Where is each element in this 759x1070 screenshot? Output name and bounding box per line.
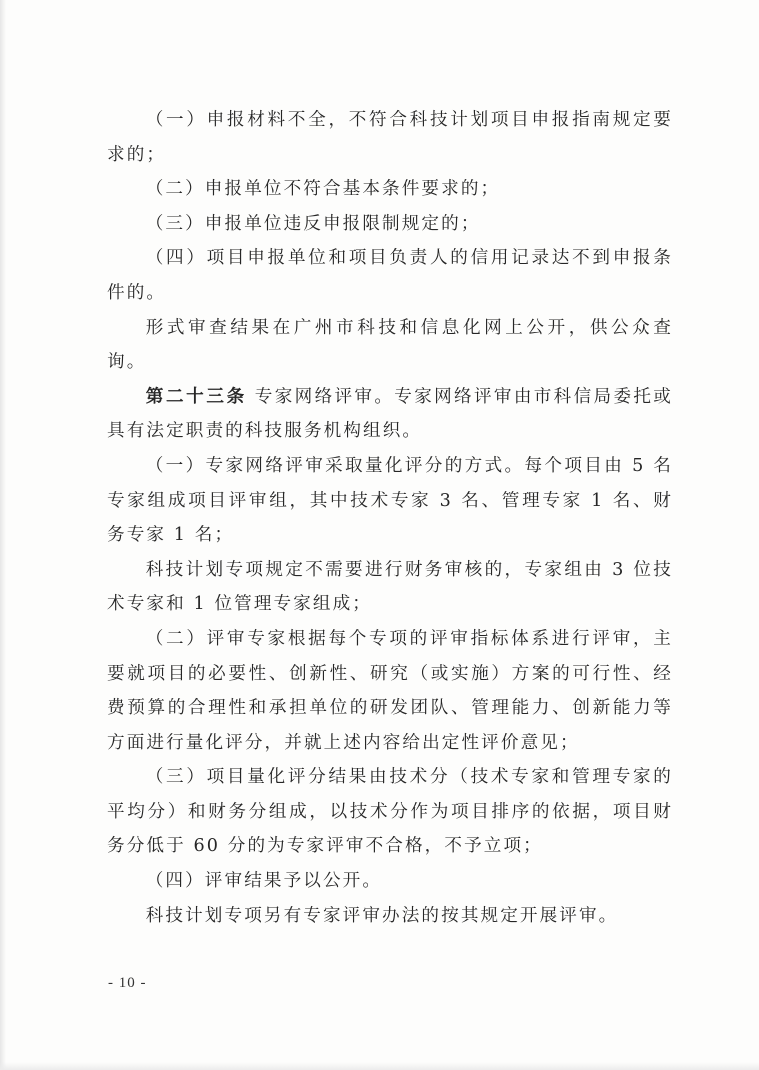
scan-shadow-bottom: [0, 1062, 759, 1070]
article-23-item-4: （四）评审结果予以公开。: [145, 871, 383, 892]
paragraph-item-1: （一）申报材料不全，不符合科技计划项目申报指南规定要求的；: [107, 110, 673, 165]
paragraph-item-3: （三）申报单位违反申报限制规定的；: [145, 213, 481, 234]
paragraph-review-result: 形式审查结果在广州市科技和信息化网上公开，供公众查询。: [107, 317, 673, 373]
article-23-item-2: （二）评审专家根据每个专项的评审指标体系进行评审，主要就项目的必要性、创新性、研究（或实施）方案的可行性、经费预算的合理性和承担单位的研发团队、管理能力、创新能力等方面进行量化评分，并就上述内容给出定性评价意见；: [107, 628, 673, 753]
body-text: [107, 103, 673, 933]
article-23-item-3: （三）项目量化评分结果由技术分（技术专家和管理专家的平均分）和财务分组成，以技术分作为项目排序的依据，项目财务分低于 60 分的为专家评审不合格，不予立项；: [107, 767, 673, 857]
paragraph-item-4: （四）项目申报单位和项目负责人的信用记录达不到申报条件的。: [107, 248, 673, 303]
article-23-text: 专家网络评审。专家网络评审由市科信局委托或具有法定职责的科技服务机构组织。: [107, 386, 673, 442]
article-23-item-1: （一）专家网络评审采取量化评分的方式。每个项目由 5 名专家组成项目评审组，其中技术专家 3 名、管理专家 1 名、财务专家 1 名；: [107, 455, 673, 546]
paragraph-item-2: （二）申报单位不符合基本条件要求的；: [145, 179, 501, 200]
article-23-note-other: 科技计划专项另有专家评审办法的按其规定开展评审。: [145, 905, 619, 926]
article-23-note-finance: 科技计划专项规定不需要进行财务审核的，专家组由 3 位技术专家和 1 位管理专家组成；: [107, 559, 673, 615]
article-23-paragraph: [107, 380, 673, 449]
article-23-title: 第二十三条: [145, 385, 247, 407]
scan-shadow-left: [0, 0, 6, 1070]
page-number: - 10 -: [108, 975, 147, 991]
